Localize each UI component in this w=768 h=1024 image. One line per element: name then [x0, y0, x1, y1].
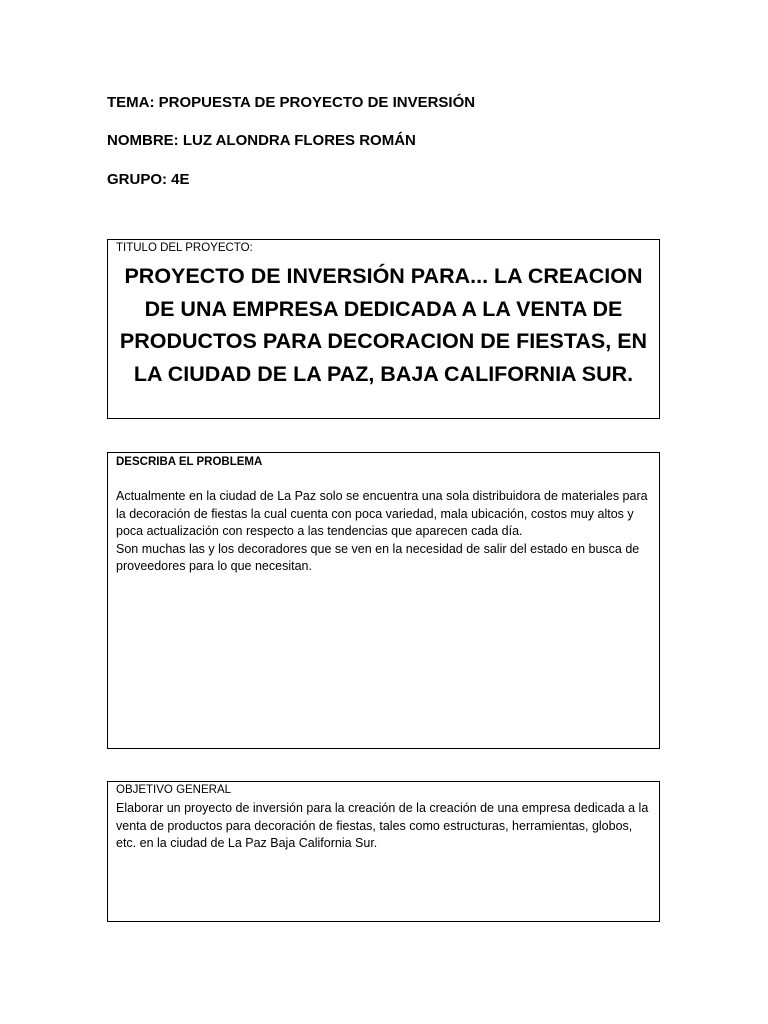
problema-paragraph-1: Actualmente en la ciudad de La Paz solo se encuentra una sola distribuidora de materiales para la decoración de fiestas la cual cuenta con poca variedad, mala ubicación, costos muy altos y poca actualización con respecto a las tendencias que aparecen cada día. — [116, 489, 648, 538]
objetivo-text: Elaborar un proyecto de inversión para la creación de la creación de una empresa dedicada a la venta de productos para decoración de fiestas, tales como estructuras, herramientas, globos, etc. en la ciudad de La Paz Baja California Sur. — [116, 801, 649, 850]
problema-label: DESCRIBA EL PROBLEMA — [116, 456, 263, 468]
objetivo-box — [107, 781, 660, 922]
grupo-line: GRUPO: 4E — [107, 171, 190, 188]
objetivo-label: OBJETIVO GENERAL — [116, 784, 232, 796]
titulo-box — [107, 239, 660, 419]
problema-text — [116, 488, 653, 576]
problema-box — [107, 452, 660, 749]
problema-paragraph-2: Son muchas las y los decoradores que se ven en la necesidad de salir del estado en busca de proveedores para lo que necesitan. — [116, 541, 640, 573]
titulo-text: PROYECTO DE INVERSIÓN PARA... LA CREACION DE UNA EMPRESA DEDICADA A LA VENTA DE PRODUCTOS PARA DECORACION DE FIESTAS, EN LA CIUDAD DE LA PAZ, BAJA CALIFORNIA SUR. — [119, 264, 648, 386]
titulo-label: TITULO DEL PROYECTO: — [116, 242, 253, 254]
nombre-line: NOMBRE: LUZ ALONDRA FLORES ROMÁN — [107, 132, 416, 149]
tema-line: TEMA: PROPUESTA DE PROYECTO DE INVERSIÓN — [107, 94, 476, 111]
